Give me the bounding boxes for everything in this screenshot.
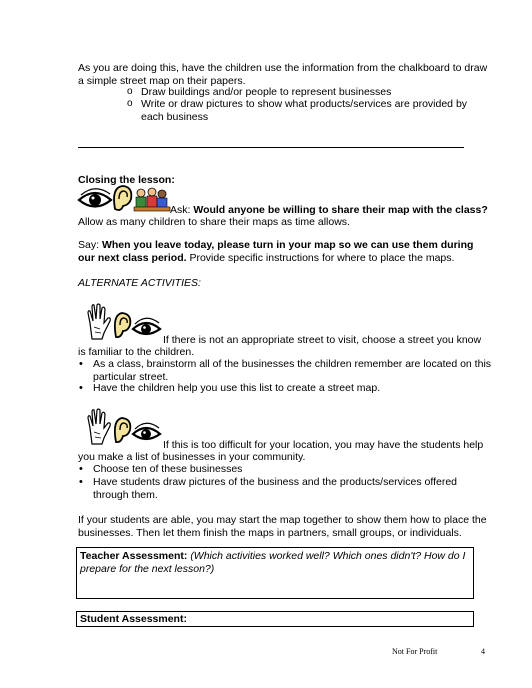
footer-note: Not For Profit [392,647,438,656]
ear-icon [114,186,131,210]
sub-item-write-products: Write or draw pictures to show what products/services are provided by each business [141,98,468,123]
say-bold-text: When you leave today, please turn in your map so we can use them during our next class period. [78,239,474,264]
bullet-marker: • [79,382,83,394]
ask-label: Ask: [170,204,191,216]
ear-icon [115,418,130,442]
say-instructions: Provide specific instructions for where to place the maps. [189,251,455,264]
bullet-marker: • [79,476,83,488]
activity1-bullet-brainstorm: As a class, brainstorm all of the businesses the children remember are located on this particular street. [93,358,492,383]
activity1-bullet-help-list: Have the children help you use this list to create a street map. [93,382,381,394]
teacher-assessment-box [76,547,474,599]
say-paragraph [78,239,490,264]
section-divider [78,147,464,148]
sub-item-draw-buildings: Draw buildings and/or people to represent businesses [141,86,392,98]
activity2-bullet-choose-ten: Choose ten of these businesses [93,463,243,475]
ear-icon [115,313,130,337]
hand-ear-eye-icon [86,303,162,341]
sub-bullet-marker: o [127,86,133,97]
eye-icon [133,318,160,334]
activity2-bullet-draw-pictures: Have students draw pictures of the business and the products/services offered through them. [93,476,458,501]
student-assessment-box [76,611,474,627]
sub-bullet-marker: o [127,98,133,109]
closing-heading: Closing the lesson: [78,174,175,186]
ask-line [170,204,490,217]
alternate-heading: ALTERNATE ACTIVITIES: [78,277,201,289]
ask-question: Would anyone be willing to share their map with the class? [193,204,488,216]
bullet-marker: • [79,463,83,475]
hand-icon [88,304,110,339]
eye-ear-kids-icon [77,183,172,215]
activity1-text-line1: If there is not an appropriate street to visit, choose a street you know [163,334,482,346]
bullet-marker: • [79,358,83,370]
ask-followup: Allow as many children to share their maps as time allows. [78,216,350,228]
hand-ear-eye-icon [86,408,162,446]
activity2-text-line2: you make a list of businesses in your community. [78,451,306,463]
page-number: 4 [481,647,485,656]
alternate-closing-paragraph: If your students are able, you may start the map together to show them how to place the businesses. Then let them finish the maps in partners, small groups, or individuals. [78,514,487,539]
eye-icon [79,189,111,207]
activity1-text-line2: is familiar to the children. [78,346,195,358]
intro-paragraph: As you are doing this, have the children use the information from the chalkboard to draw a simple street map on their papers. [78,62,488,87]
teacher-assessment-text [80,550,470,575]
children-icon [134,188,170,211]
teacher-assessment-prompt: (Which activities worked well? Which ones didn't? How do I prepare for the next lesson?) [80,550,466,575]
teacher-assessment-label: Teacher Assessment: [80,550,188,562]
student-assessment-label: Student Assessment: [80,613,187,625]
eye-icon [133,423,160,439]
say-label: Say: [78,239,100,251]
activity2-text-line1: If this is too difficult for your location, you may have the students help [163,439,484,451]
hand-icon [88,409,110,444]
